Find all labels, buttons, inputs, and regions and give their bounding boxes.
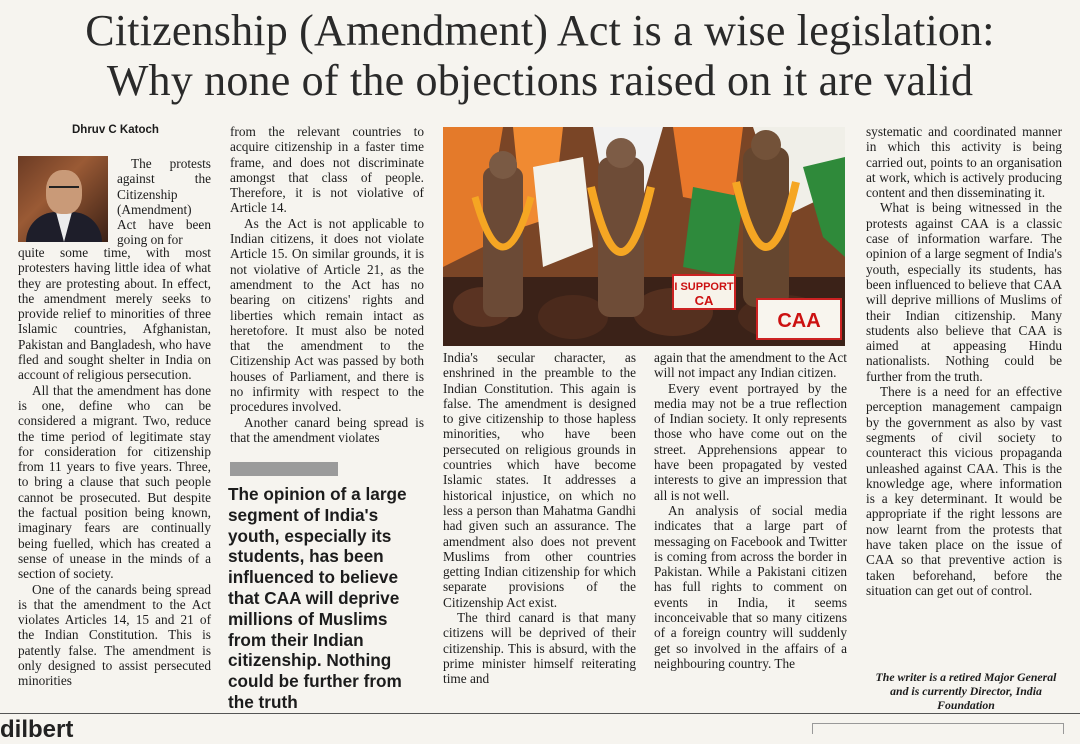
headline-line-2: Why none of the objections raised on it are valid [106, 56, 974, 105]
column-2 [230, 124, 424, 445]
paragraph: Another canard being spread is that the amendment violates [230, 414, 424, 445]
paragraph: One of the canards being spread is that the amendment to the Act violates Articles 14, 15 and 21 of the Indian Constitution. This is patently false. The amendment is only designed to assist persecuted minorities [18, 581, 211, 689]
photo-sign-1b: CA [694, 293, 714, 308]
paragraph: systematic and coordinated manner in which this activity is being carried out, points to an organisation at work, which is actively producing content and then disseminating it. [866, 124, 1062, 201]
paragraph: India's secular character, as enshrined in the preamble to the Indian Constitution. This again is false. The amendment is designed to give citizenship to those hapless minorities, who have been persecuted on religious grounds in countries which have become Islamic states. It addresses a historical injustice, on which no less a person than Mahatma Gandhi had given such an assurance. The amendment also does not prevent Muslims from other countries getting Indian citizenship for which separate provisions of the Citizenship Act exist. [443, 350, 636, 610]
paragraph: As the Act is not applicable to Indian citizens, it does not violate Article 15. On similar grounds, it is not violative of Article 21, as the amendment to the Act has no bearing on citizens' rights and liberties which remain intact as heretofore. It must also be noted that the amendment to the Citizenship Act was passed by both houses of Parliament, and there is no infirmity with respect to the procedures involved. [230, 215, 424, 415]
paragraph: There is a need for an effective perception management campaign by the government as also by vast segments of civil society to counteract this vicious propaganda unleashed against CAA. This is the knowledge age, where information is a key determinant. It would be appropriate if the right lessons are now learnt from the protests that have taken place on the issue of CAA so that preventive action is taken beforehand, before the situation can get out of control. [866, 384, 1062, 598]
column-1 [18, 245, 211, 689]
paragraph: quite some time, with most protesters having little idea of what they are protesting about. In effect, the amendment merely seeks to provide relief to minorities of three Islamic countries, Afghanistan, Pakistan and Bangladesh, who have fled and sought shelter in India on account of religious persecution. [18, 245, 211, 383]
paragraph: from the relevant countries to acquire citizenship in a faster time frame, and does not discriminate amongst that class of people. Therefore, it is not violative of Article 14. [230, 124, 424, 216]
author-footnote: The writer is a retired Major General and is currently Director, India Foundation [875, 670, 1057, 712]
bottom-rule [0, 713, 1080, 714]
headline [0, 6, 1080, 106]
bottom-box [812, 723, 1064, 734]
protest-photo [443, 127, 845, 346]
paragraph: Every event portrayed by the media may not be a true reflection of Indian society. It only represents those who have come out on the street. Apprehensions appear to have been propagated by vested interests to give an impression that all is not well. [654, 380, 847, 503]
photo-sign-2: CAA [777, 310, 821, 332]
headline-line-1: Citizenship (Amendment) Act is a wise legislation: [85, 6, 995, 55]
paragraph: The third canard is that many citizens will be deprived of their citizenship. This is absurd, with the prime minister himself reiterating time and [443, 610, 636, 687]
paragraph: again that the amendment to the Act will not impact any Indian citizen. [654, 350, 847, 381]
paragraph: What is being witnessed in the protests against CAA is a classic case of information warfare. The opinion of a large segment of India's youth, especially its students, has been influenced to believe that CAA will deprive millions of Muslims of their Indian citizenship. Many students also believe that CAA is aimed at appeasing Hindu nationalists. Nothing could be further from the truth. [866, 200, 1062, 384]
author-photo [18, 156, 108, 242]
column-1-intro [117, 156, 211, 248]
comic-strip-title: dilbert [0, 716, 74, 743]
pull-quote-rule [230, 462, 338, 476]
paragraph: The protests against the Citizenship (Amendment) Act have been going on for [117, 156, 211, 248]
column-3 [443, 350, 636, 687]
paragraph: An analysis of social media indicates that a large part of messaging on Facebook and Twitter is coming from across the border in Pakistan. While a Pakistani citizen has full rights to comment on events in India, it seems inconceivable that so many citizens of a foreign country will suddenly get so involved in the affairs of a neighbouring country. The [654, 502, 847, 671]
column-5 [866, 124, 1062, 598]
photo-sign-1: I SUPPORT [674, 281, 734, 293]
paragraph: All that the amendment has done is one, define who can be considered a migrant. Two, reduce the time period of legitimate stay for consideration for citizenship from 11 years to five years. Three, to bring a clause that such people cannot be prosecuted. But despite the factual position being known, imaginary fears are continually being fuelled, which has created a sense of unease in the minds of a section of society. [18, 382, 211, 582]
column-4 [654, 350, 847, 671]
pull-quote: The opinion of a large segment of India's youth, especially its students, has been influenced to believe that CAA will deprive millions of Muslims from their Indian citizenship. Nothing could be further from the truth [228, 484, 407, 712]
byline: Dhruv C Katoch [72, 124, 159, 136]
